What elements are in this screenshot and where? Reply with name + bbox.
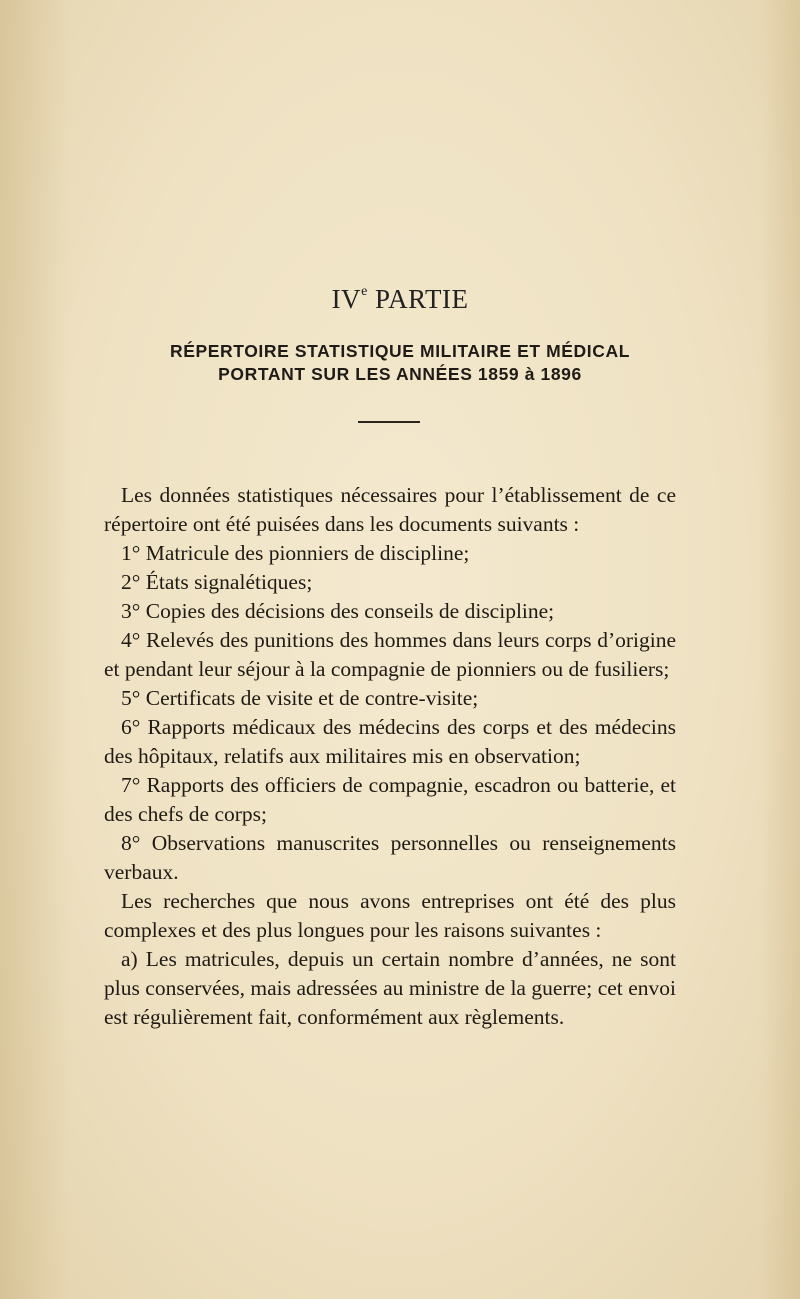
list-item-1: 1° Matricule des pionniers de discipline; bbox=[121, 541, 470, 565]
list-item-7: 7° Rapports des officiers de compagnie, escadron ou batterie, et des chefs de corps; bbox=[104, 773, 676, 826]
part-ordinal-suffix: e bbox=[361, 284, 368, 299]
body-text bbox=[104, 481, 676, 1032]
subtitle-line-2: PORTANT SUR LES ANNÉES 1859 à 1896 bbox=[218, 364, 582, 384]
paragraph-intro: Les données statistiques nécessaires pour l’établissement de ce répertoire ont été puisées dans les documents suivants : bbox=[104, 483, 676, 536]
part-word: PARTIE bbox=[375, 284, 469, 314]
separator-rule bbox=[358, 421, 420, 423]
section-subtitle bbox=[90, 340, 710, 386]
list-item-6: 6° Rapports médicaux des médecins des corps et des médecins des hôpitaux, relatifs aux militaires mis en observation; bbox=[104, 715, 676, 768]
subtitle-line-1: RÉPERTOIRE STATISTIQUE MILITAIRE ET MÉDICAL bbox=[169, 341, 631, 361]
list-item-8: 8° Observations manuscrites personnelles ou renseignements verbaux. bbox=[104, 831, 676, 884]
paragraph-research: Les recherches que nous avons entreprises ont été des plus complexes et des plus longues pour les raisons suivantes : bbox=[104, 889, 676, 942]
list-item-3: 3° Copies des décisions des conseils de discipline; bbox=[121, 599, 555, 623]
list-item-4: 4° Relevés des punitions des hommes dans leurs corps d’origine et pendant leur séjour à la compagnie de pionniers ou de fusiliers; bbox=[104, 628, 676, 681]
list-item-2: 2° États signalétiques; bbox=[121, 570, 313, 594]
paragraph-reason-a: a) Les matricules, depuis un certain nombre d’années, ne sont plus conservées, mais adressées au ministre de la guerre; cet envoi est régulièrement fait, conformément aux règlements. bbox=[104, 947, 676, 1029]
list-item-5: 5° Certificats de visite et de contre-visite; bbox=[121, 686, 479, 710]
part-title bbox=[0, 284, 800, 315]
part-numeral: IV bbox=[331, 284, 362, 314]
